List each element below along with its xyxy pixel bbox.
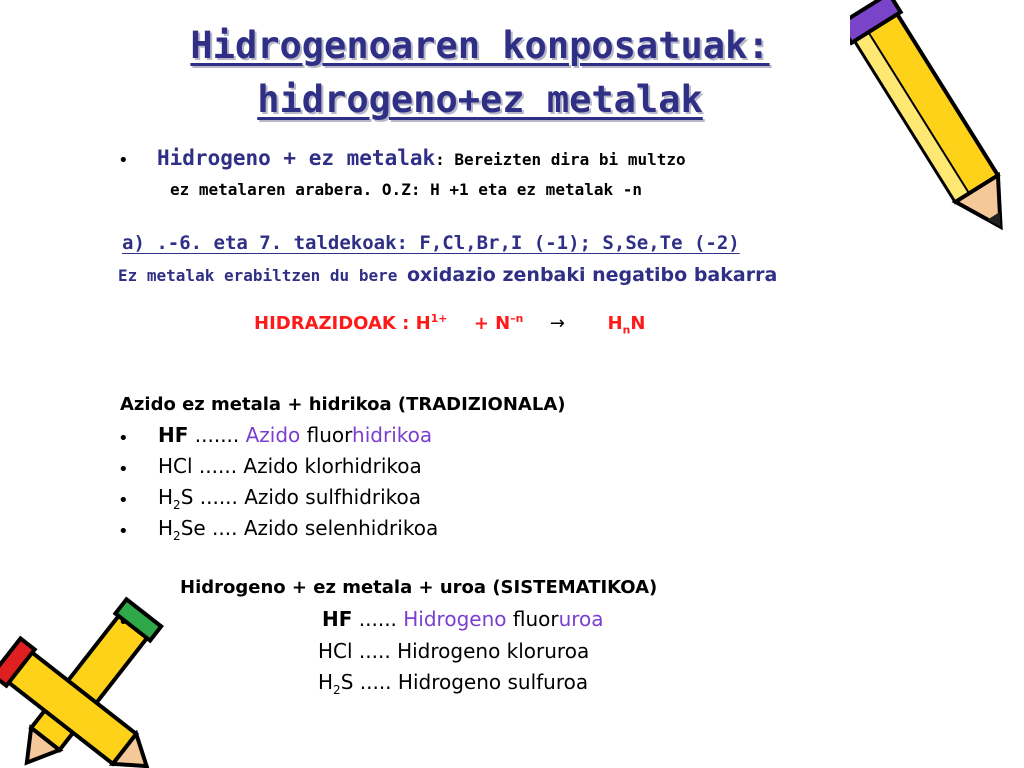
dots: ...... (192, 454, 244, 478)
bullet-icon: • (118, 150, 129, 171)
product-n: N (630, 313, 646, 334)
n-charge: –n (510, 312, 524, 325)
formula: $H_2S$ (318, 670, 354, 697)
product-h: H (607, 313, 623, 334)
list-item (158, 485, 422, 512)
name-part: uroa (558, 607, 604, 631)
formula: HF (158, 423, 189, 447)
bullet-icon: • (118, 521, 129, 542)
formula: HCl (318, 639, 353, 663)
group-a-desc-start: Ez metalak erabiltzen du bere (118, 266, 407, 285)
product-sub: n (622, 323, 631, 337)
dots: ..... (353, 670, 398, 694)
dots: ...... (352, 607, 404, 631)
name-part: Azido (245, 423, 301, 447)
name: Hidrogeno sulfuroa (397, 670, 589, 694)
intro-line1 (157, 146, 686, 170)
list-item (158, 423, 432, 447)
name-part: Hidrogeno (403, 607, 507, 631)
intro-lead: Hidrogeno + ez metalak (157, 146, 436, 170)
formula: $H_2S$ (158, 485, 194, 512)
formula: HCl (158, 454, 193, 478)
formula: $H_2Se$ (158, 516, 206, 543)
name: Hidrogeno kloruroa (397, 639, 590, 663)
reaction-equation (254, 312, 646, 337)
formula: HF (322, 607, 353, 631)
dots: .... (205, 516, 244, 540)
name: Azido klorhidrikoa (243, 454, 422, 478)
h-charge: 1+ (430, 312, 448, 325)
intro-rest: : Bereizten dira bi multzo (435, 150, 686, 169)
traditional-heading: Azido ez metala + hidrikoa (TRADIZIONALA) (120, 394, 566, 415)
list-item (318, 670, 589, 697)
reaction-label: HIDRAZIDOAK : H (254, 313, 431, 334)
reaction-arrow-icon: → (549, 313, 565, 334)
list-item (158, 454, 422, 478)
bullet-icon: • (118, 428, 129, 449)
systematic-heading: Hidrogeno + ez metala + uroa (SISTEMATIKOA) (180, 577, 658, 598)
name-part: fluor (300, 423, 353, 447)
pencil-icon (850, 0, 1024, 250)
page-title-line1: Hidrogenoaren konposatuak: (190, 24, 770, 67)
bullet-icon: • (118, 490, 129, 511)
name: Azido selenhidrikoa (243, 516, 439, 540)
dots: ..... (352, 639, 398, 663)
page-title-line2: hidrogeno+ez metalak (257, 78, 703, 121)
bullet-icon: • (118, 459, 129, 480)
dots: ....... (188, 423, 246, 447)
bullet-icon: • (118, 612, 129, 633)
intro-line2: ez metalaren arabera. O.Z: H +1 eta ez metalak -n (170, 180, 643, 199)
pencils-icon (0, 595, 175, 768)
name-part: hidrikoa (352, 423, 433, 447)
group-a-desc (118, 264, 777, 286)
dots: ...... (193, 485, 245, 509)
list-item (158, 516, 439, 543)
name-part: fluor (506, 607, 559, 631)
list-item (322, 607, 604, 631)
list-item (318, 639, 589, 663)
group-a-desc-end: oxidazio zenbaki negatibo bakarra (406, 264, 778, 286)
reaction-plus-n: + N (473, 313, 511, 334)
name: Azido sulfhidrikoa (244, 485, 422, 509)
group-a-heading: a) .-6. eta 7. taldekoak: F,Cl,Br,I (-1); S,Se,Te (-2) (122, 232, 740, 254)
